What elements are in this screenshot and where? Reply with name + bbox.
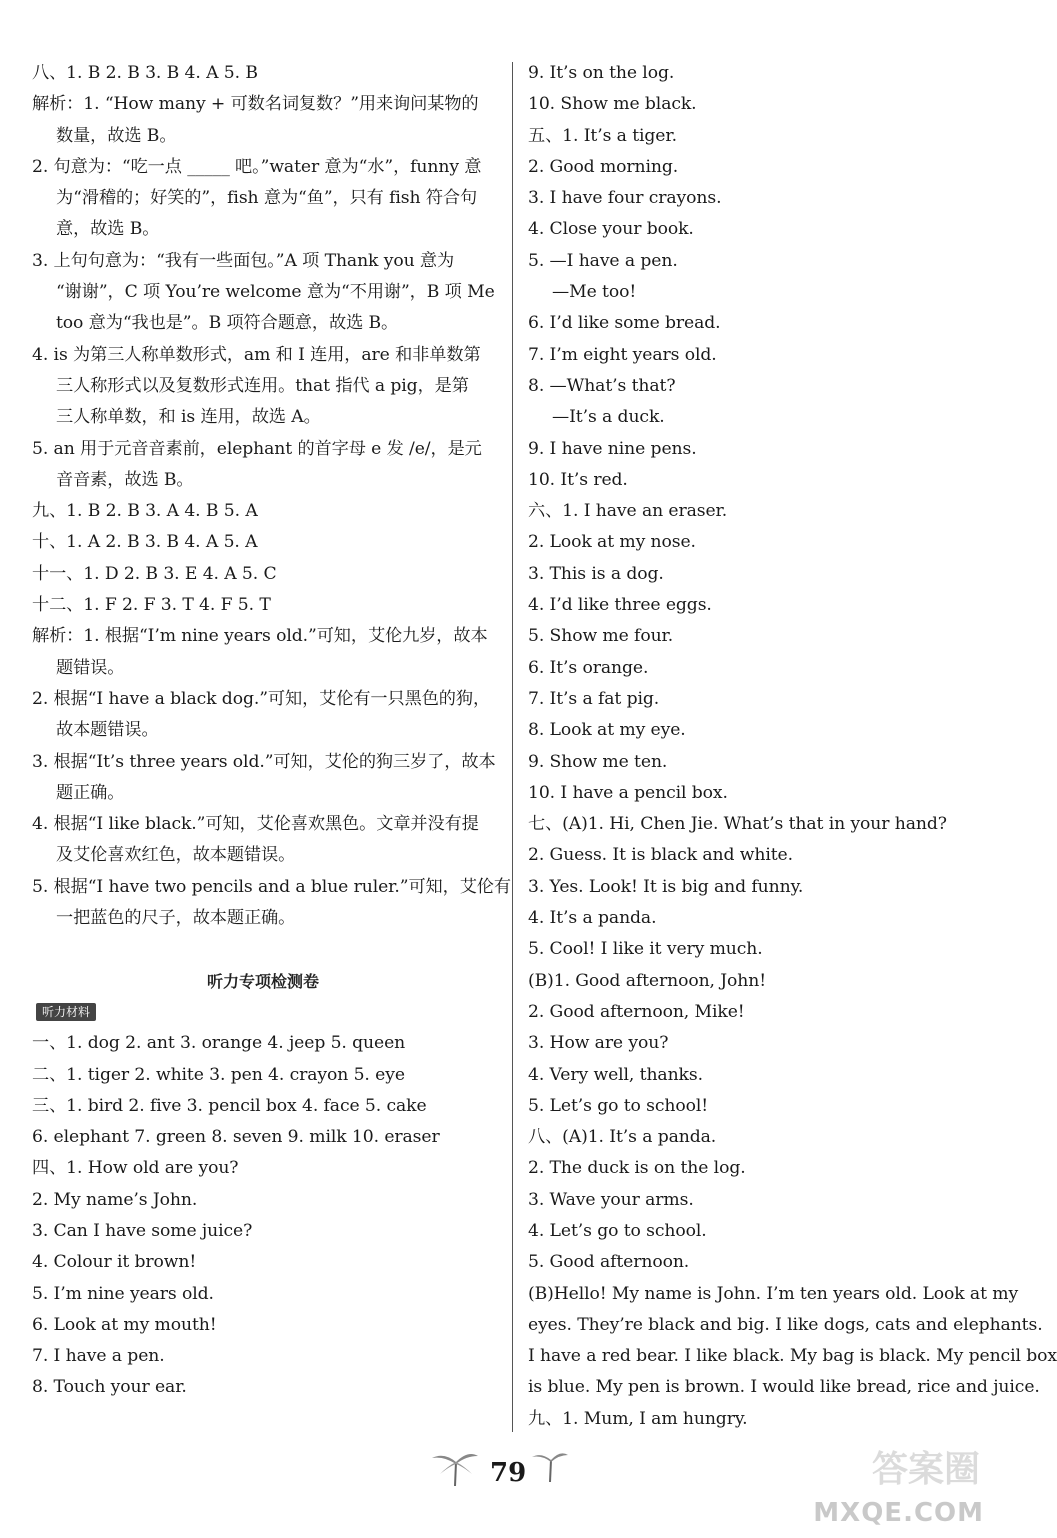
text-line: 5. I’m nine years old. [32,1283,214,1304]
text-line: 8. —What’s that? [528,375,676,396]
text-line: 3. I have four crayons. [528,188,722,209]
text-line: 六、1. I have an eraser. [528,501,728,522]
watermark-cn: 答案圈 [871,1449,980,1490]
text-line: 5. —I have a pen. [528,250,678,271]
text-line: 四、1. How old are you? [32,1158,239,1179]
text-line: eyes. They’re black and big. I like dogs, cats and elephants. [528,1314,1043,1335]
text-line: 4. Colour it brown! [32,1252,197,1273]
text-line: 十二、1. F 2. F 3. T 4. F 5. T [32,595,271,616]
text-line: 三、1. bird 2. five 3. pencil box 4. face 5. cake [32,1095,427,1116]
text-line: 九、1. B 2. B 3. A 4. B 5. A [32,501,258,522]
page-number: 79 [490,1458,527,1488]
text-line: 8. Look at my eye. [528,720,686,741]
text-line: 2. Look at my nose. [528,532,696,553]
watermark-url: MXQE.COM [813,1498,984,1528]
text-line: 4. Close your book. [528,219,694,240]
text-line: 3. Can I have some juice? [32,1220,253,1241]
text-line: 2. Good morning. [528,156,679,177]
text-line: 为“滑稽的；好笑的”，fish 意为“鱼”，只有 fish 符合句 [56,188,478,209]
text-line: 一、1. dog 2. ant 3. orange 4. jeep 5. queen [32,1033,406,1054]
palm-right-icon [530,1448,570,1484]
right-column [528,58,1057,1435]
text-line: 7. I have a pen. [32,1346,165,1367]
text-line: 4. Very well, thanks. [528,1064,703,1085]
text-line: I have a red bear. I like black. My bag is black. My pencil box [528,1346,1057,1367]
text-line: 八、1. B 2. B 3. B 4. A 5. B [32,63,258,83]
text-line: 10. It’s red. [528,469,628,490]
text-line: 2. My name’s John. [32,1189,198,1210]
text-line: 4. is 为第三人称单数形式，am 和 I 连用，are 和非单数第 [32,344,481,365]
text-line: 题错误。 [56,657,125,678]
text-line: 2. Guess. It is black and white. [528,845,793,866]
text-line: 7. It’s a fat pig. [528,688,660,709]
text-line: 3. How are you? [528,1033,669,1054]
text-line: 5. Good afternoon. [528,1252,690,1273]
text-line: —It’s a duck. [552,407,665,428]
listening-material-tag: 听力材料 [36,1003,96,1021]
text-line: 一把蓝色的尺子，故本题正确。 [56,908,296,929]
text-line: 十一、1. D 2. B 3. E 4. A 5. C [32,563,277,584]
text-line: is blue. My pen is brown. I would like bread, rice and juice. [528,1377,1040,1398]
text-line: 5. Show me four. [528,626,674,647]
text-line: 二、1. tiger 2. white 3. pen 4. crayon 5. eye [32,1064,405,1085]
text-line: 3. Wave your arms. [528,1189,694,1210]
text-line: 三人称形式以及复数形式连用。that 指代 a pig，是第 [56,375,469,396]
column-divider [512,62,513,1432]
text-line: 4. I’d like three eggs. [528,595,712,616]
text-line: 解析：1. “How many + 可数名词复数？”用来询问某物的 [32,94,479,115]
text-line: 解析：1. 根据“I’m nine years old.”可知，艾伦九岁，故本 [32,626,488,647]
section-title: 听力专项检测卷 [206,971,319,991]
text-line: 2. 句意为：“吃一点 _____ 吧。”water 意为“水”，funny 意 [32,156,482,177]
text-line: 3. This is a dog. [528,563,664,584]
text-line: 数量，故选 B。 [56,125,177,146]
text-line: 三人称单数，和 is 连用，故选 A。 [56,407,321,428]
answers-block-a [32,58,511,934]
text-line: 6. Look at my mouth! [32,1314,217,1335]
text-line: 2. 根据“I have a black dog.”可知，艾伦有一只黑色的狗， [32,688,491,709]
tag-row [32,997,494,1028]
spacer [32,934,494,965]
text-line: 2. Good afternoon, Mike! [528,1001,745,1022]
text-line: 题正确。 [56,782,125,803]
text-line: 5. 根据“I have two pencils and a blue ruler.”可知，艾伦有 [32,876,511,897]
palm-left-icon [430,1448,480,1488]
text-line: 9. I have nine pens. [528,438,697,459]
text-line: 9. Show me ten. [528,751,668,772]
text-line: 4. Let’s go to school. [528,1220,707,1241]
text-line: 七、(A)1. Hi, Chen Jie. What’s that in your hand? [528,814,947,835]
text-line: 九、1. Mum, I am hungry. [528,1408,748,1429]
text-line: 7. I’m eight years old. [528,344,717,365]
text-line: 10. I have a pencil box. [528,782,728,803]
text-line: 3. Yes. Look! It is big and funny. [528,876,804,897]
text-line: too 意为“我也是”。B 项符合题意，故选 B。 [56,313,399,334]
text-line: 5. Cool! I like it very much. [528,939,763,960]
text-line: 五、1. It’s a tiger. [528,125,677,146]
text-line: 5. Let’s go to school! [528,1095,709,1116]
text-line: 3. 上句句意为：“我有一些面包。”A 项 Thank you 意为 [32,250,455,271]
text-line: (B)Hello! My name is John. I’m ten years old. Look at my [528,1283,1019,1304]
text-line: 故本题错误。 [56,720,159,741]
text-line: 6. I’d like some bread. [528,313,721,334]
text-line: 八、(A)1. It’s a panda. [528,1127,717,1148]
left-column [32,58,511,1404]
text-line: 2. The duck is on the log. [528,1158,746,1179]
text-line: 十、1. A 2. B 3. B 4. A 5. A [32,532,258,553]
text-line: 4. It’s a panda. [528,908,657,929]
text-line: —Me too! [552,282,637,303]
text-line: (B)1. Good afternoon, John! [528,970,767,991]
text-line: 6. elephant 7. green 8. seven 9. milk 10. eraser [32,1127,440,1148]
text-line: 意，故选 B。 [56,219,160,240]
text-line: 3. 根据“It’s three years old.”可知，艾伦的狗三岁了，故本 [32,751,496,772]
answers-block-b [32,1028,494,1404]
text-line: 8. Touch your ear. [32,1377,187,1398]
text-line: 6. It’s orange. [528,657,649,678]
text-line: 10. Show me black. [528,94,697,115]
text-line: 及艾伦喜欢红色，故本题错误。 [56,845,296,866]
text-line: “谢谢”，C 项 You’re welcome 意为“不用谢”，B 项 Me [56,282,495,303]
text-line: 4. 根据“I like black.”可知，艾伦喜欢黑色。文章并没有提 [32,814,479,835]
text-line: 9. It’s on the log. [528,63,675,83]
text-line: 5. an 用于元音音素前，elephant 的首字母 e 发 /e/，是元 [32,438,482,459]
text-line: 音音素，故选 B。 [56,469,194,490]
